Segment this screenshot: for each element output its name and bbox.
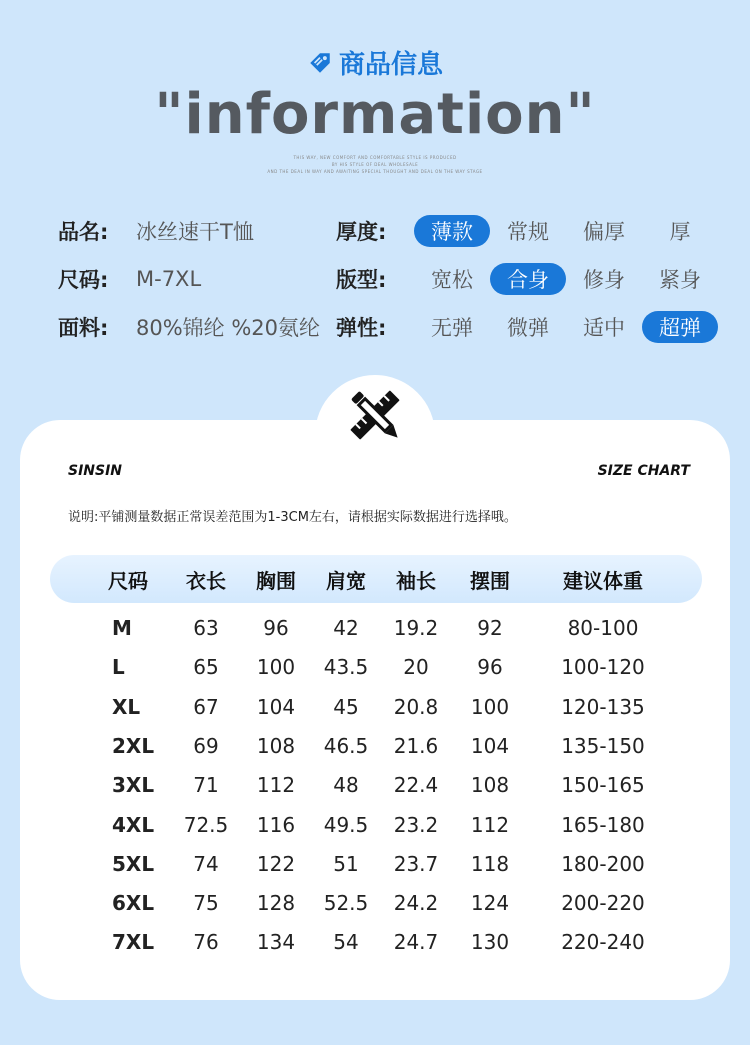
table-cell: 23.2 [393,812,439,837]
option-item: 偏厚 [583,220,625,244]
table-size-cell: XL [112,694,141,719]
table-header-cell: 尺码 [108,568,148,593]
option-item: 无弹 [431,316,473,340]
table-header-cell: 衣长 [186,568,226,593]
table-cell: 220-240 [561,930,645,955]
table-cell: 180-200 [561,851,645,876]
table-cell: 22.4 [393,773,439,798]
info-key: 尺码: [58,268,109,292]
table-cell: 63 [193,616,219,640]
table-cell: 72.5 [183,812,229,837]
table-header-cell: 袖长 [396,568,436,593]
table-cell: 120-135 [561,694,645,719]
table-cell: 130 [470,930,510,955]
table-cell: 150-165 [561,773,645,798]
fine-print-2: BY HIS STYLE OF DEAL WHOLESALE [331,162,419,167]
table-cell: 42 [333,616,359,640]
table-cell: 165-180 [561,812,645,837]
info-value: 80%锦纶 %20氨纶 [136,316,321,340]
option-item: 微弹 [507,316,549,340]
info-value: M-7XL [136,267,202,291]
info-key: 面料: [58,316,109,340]
table-size-cell: 2XL [112,733,155,758]
table-cell: 24.7 [393,930,439,955]
table-size-cell: M [112,616,132,640]
option-item: 适中 [583,316,625,340]
section-header [0,44,750,81]
table-cell: 128 [256,891,296,916]
info-fabric-row [58,310,320,344]
tag-icon [307,50,333,76]
table-cell: 67 [193,694,219,719]
fine-print-1: THIS WAY, NEW COMFORT AND COMFORTABLE STYLE IS PRODUCED [293,155,457,160]
option-item: 超弹 [642,311,718,343]
table-cell: 52.5 [323,891,369,916]
table-cell: 20 [403,655,429,680]
table-cell: 112 [470,812,510,837]
table-cell: 49.5 [323,812,369,837]
table-header-cell: 肩宽 [326,568,366,593]
table-cell: 45 [333,694,359,719]
table-cell: 23.7 [393,851,439,876]
table-size-cell: 4XL [112,812,155,837]
option-key: 厚度: [336,220,387,244]
option-item: 宽松 [431,268,473,292]
table-cell: 100-120 [561,655,645,680]
table-cell: 108 [470,773,510,798]
thickness-row [336,214,718,248]
brand-name: SINSIN [68,463,123,479]
measurement-note: 说明:平铺测量数据正常误差范围为1-3CM左右，请根据实际数据进行选择哦。 [68,510,517,525]
elasticity-row [336,310,718,344]
table-cell: 118 [470,851,510,876]
fine-print-3: AND THE DEAL IN WAY AND AWAITING SPECIAL THOUGHT AND DEAL ON THE WAY STAGE [267,169,483,174]
table-header-cell: 建议体重 [563,568,643,593]
table-cell: 51 [333,851,359,876]
table-cell: 104 [256,694,296,719]
table-size-cell: L [112,655,125,680]
table-cell: 76 [193,930,219,955]
info-value: 冰丝速干T恤 [136,220,254,244]
table-cell: 124 [470,891,510,916]
table-cell: 96 [477,655,503,680]
table-cell: 92 [477,616,503,640]
table-cell: 20.8 [393,694,439,719]
info-name-row [58,214,254,248]
table-cell: 54 [333,930,359,955]
option-item: 修身 [583,268,625,292]
table-cell: 100 [470,694,510,719]
fit-row [336,262,718,296]
table-cell: 65 [193,655,219,680]
size-chart-label: SIZE CHART [597,463,690,479]
table-cell: 122 [256,851,296,876]
ruler-pencil-icon [340,375,410,445]
info-size-row [58,262,201,296]
table-cell: 46.5 [323,733,369,758]
page-title: "information" [154,82,596,147]
table-cell: 74 [193,851,219,876]
table-cell: 75 [193,891,219,916]
table-cell: 24.2 [393,891,439,916]
table-cell: 71 [193,773,219,798]
table-cell: 69 [193,733,219,758]
option-item: 合身 [490,263,566,295]
table-size-cell: 5XL [112,851,155,876]
table-size-cell: 6XL [112,891,155,916]
option-item: 常规 [507,220,549,244]
info-key: 品名: [58,220,109,244]
table-cell: 104 [470,733,510,758]
table-size-cell: 3XL [112,773,155,798]
table-cell: 48 [333,773,359,798]
table-cell: 19.2 [393,616,439,640]
table-cell: 43.5 [323,655,369,680]
table-cell: 96 [263,616,289,640]
option-item: 紧身 [659,268,701,292]
option-key: 弹性: [336,316,387,340]
table-header-cell: 胸围 [256,568,296,593]
table-header-cell: 摆围 [470,568,510,593]
section-label: 商品信息 [338,50,443,80]
table-size-cell: 7XL [112,930,155,955]
table-cell: 200-220 [561,891,645,916]
table-cell: 112 [256,773,296,798]
table-cell: 21.6 [393,733,439,758]
table-cell: 100 [256,655,296,680]
table-cell: 134 [256,930,296,955]
table-cell: 80-100 [567,616,639,640]
table-cell: 116 [256,812,296,837]
option-key: 版型: [336,268,387,292]
table-cell: 108 [256,733,296,758]
option-item: 厚 [669,220,691,244]
table-cell: 135-150 [561,733,645,758]
option-item: 薄款 [414,215,490,247]
